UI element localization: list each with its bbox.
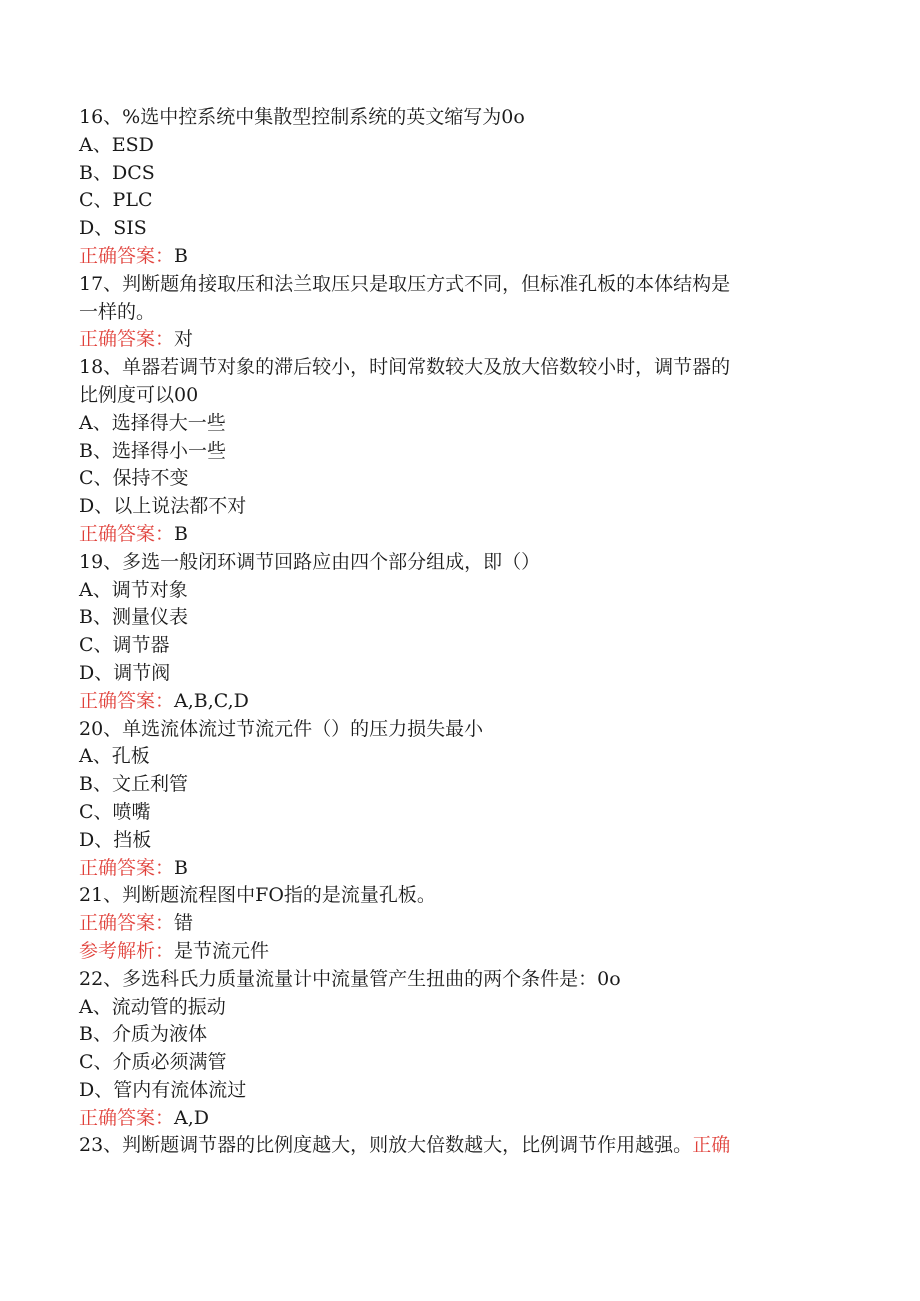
- question-18-option-d: D、以上说法都不对: [79, 495, 247, 518]
- question-19-option-b: B、测量仪表: [79, 606, 188, 629]
- answer-label: 正确答案：: [79, 328, 175, 351]
- answer-label: 正确答案：: [79, 912, 175, 935]
- trailing-answer-label: 正确: [692, 1134, 731, 1157]
- answer-value: B: [174, 522, 188, 545]
- analysis-label: 参考解析：: [79, 939, 175, 962]
- question-18-option-c: C、保持不变: [79, 467, 189, 490]
- question-23-stem: [79, 1132, 819, 1160]
- question-17-stem-line2: 一样的。: [79, 300, 156, 323]
- question-16-option-a: A、ESD: [79, 133, 154, 156]
- answer-value: 错: [174, 912, 194, 935]
- answer-label: 正确答案：: [79, 689, 175, 712]
- question-22-option-d: D、管内有流体流过: [79, 1078, 247, 1101]
- analysis-value: 是节流元件: [174, 939, 270, 962]
- question-20-option-c: C、喷嘴: [79, 800, 151, 823]
- question-22-answer: [79, 1105, 819, 1133]
- answer-label: 正确答案：: [79, 1106, 175, 1129]
- question-20-option-a: A、孔板: [79, 745, 150, 768]
- question-17-answer: [79, 326, 819, 354]
- question-20-option-b: B、文丘利管: [79, 773, 188, 796]
- answer-label: 正确答案：: [79, 522, 175, 545]
- question-19-option-c: C、调节器: [79, 634, 170, 657]
- question-16-stem: 16、%选中控系统中集散型控制系统的英文缩写为0o: [79, 106, 525, 128]
- question-19-option-a: A、调节对象: [79, 578, 188, 601]
- question-22-option-a: A、流动管的振动: [79, 995, 226, 1018]
- answer-value: B: [174, 244, 188, 267]
- answer-label: 正确答案：: [79, 244, 175, 267]
- question-21-answer: [79, 910, 819, 938]
- answer-value: B: [174, 856, 188, 879]
- question-18-stem-line2: 比例度可以00: [79, 383, 199, 406]
- question-18-answer: [79, 521, 819, 549]
- question-18-stem-line1: 18、单器若调节对象的滞后较小，时间常数较大及放大倍数较小时，调节器的: [79, 356, 731, 379]
- question-19-option-d: D、调节阀: [79, 661, 171, 684]
- question-16-option-d: D、SIS: [79, 217, 147, 240]
- question-20-answer: [79, 855, 819, 883]
- question-21-stem: 21、判断题流程图中FO指的是流量孔板。: [79, 884, 436, 907]
- question-20-stem: 20、单选流体流过节流元件（）的压力损失最小: [79, 717, 484, 740]
- question-17-stem-line1: 17、判断题角接取压和法兰取压只是取压方式不同，但标准孔板的本体结构是: [79, 272, 731, 295]
- question-22-option-b: B、介质为液体: [79, 1023, 207, 1046]
- question-21-analysis: [79, 938, 819, 966]
- question-23-text: 23、判断题调节器的比例度越大，则放大倍数越大，比例调节作用越强。: [79, 1134, 693, 1157]
- question-16-answer: [79, 243, 819, 271]
- question-19-stem: 19、多选一般闭环调节回路应由四个部分组成，即（）: [79, 550, 541, 573]
- answer-value: 对: [174, 328, 194, 351]
- answer-value: A,B,C,D: [174, 689, 249, 712]
- answer-value: A,D: [174, 1106, 210, 1129]
- question-16-option-b: B、DCS: [79, 161, 155, 184]
- document-page: [79, 104, 819, 1160]
- question-20-option-d: D、挡板: [79, 828, 152, 851]
- question-16-option-c: C、PLC: [79, 189, 153, 212]
- question-22-option-c: C、介质必须满管: [79, 1051, 227, 1074]
- question-19-answer: [79, 688, 819, 716]
- question-18-option-b: B、选择得小一些: [79, 439, 226, 462]
- question-22-stem: 22、多选科氏力质量流量计中流量管产生扭曲的两个条件是：0o: [79, 967, 621, 990]
- answer-label: 正确答案：: [79, 856, 175, 879]
- question-18-option-a: A、选择得大一些: [79, 411, 226, 434]
